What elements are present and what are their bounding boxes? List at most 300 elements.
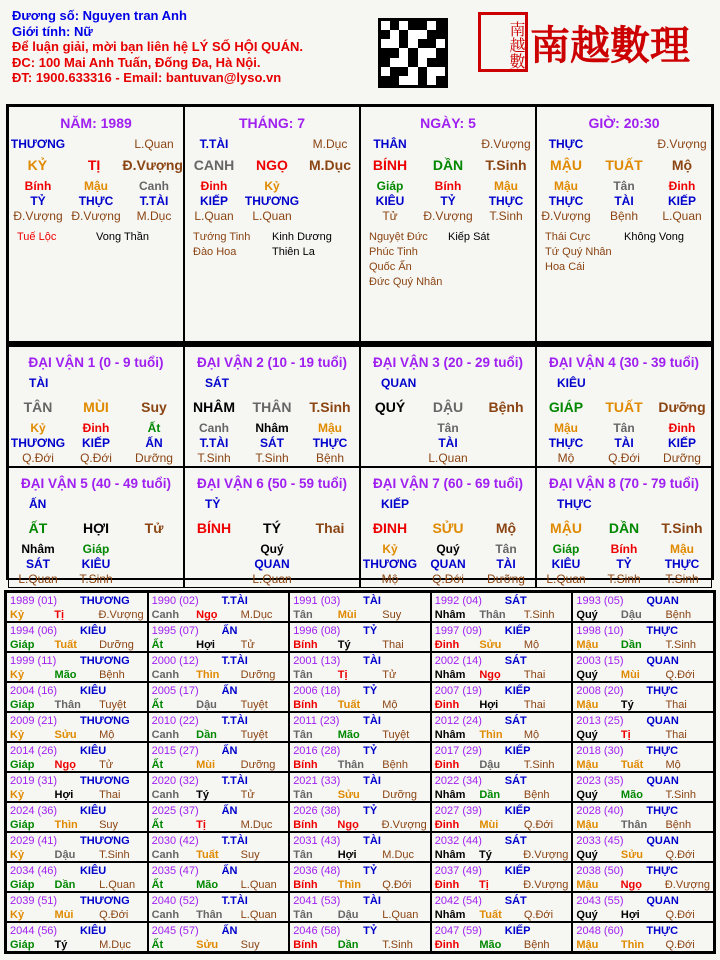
year-cell	[289, 622, 431, 652]
dai-van-6	[184, 467, 360, 588]
year-stem: Nhâm	[434, 789, 466, 801]
hidden-state: Đ.Vượng	[541, 209, 591, 223]
hidden-stem: Giáp	[82, 542, 110, 556]
year-label: 2005 (17)	[151, 685, 199, 697]
year-state: Q.Đới	[382, 879, 412, 891]
dai-van-grid	[6, 344, 714, 586]
hidden-stem	[301, 179, 359, 194]
year-state: Tử	[382, 669, 397, 681]
hidden-state: Q.Đới	[80, 451, 112, 465]
year-god: ẤN	[221, 625, 238, 637]
year-cell	[431, 652, 573, 682]
year-cell	[6, 772, 148, 802]
year-state: Đ.Vượng	[381, 819, 427, 831]
hidden-god: THỰC	[664, 557, 700, 571]
year-label: 1990 (02)	[151, 595, 199, 607]
year-state: Bệnh	[99, 669, 125, 681]
year-label: 2029 (41)	[10, 835, 58, 847]
year-label: 2012 (24)	[434, 715, 482, 727]
year-state: Đ.Vượng	[523, 849, 569, 861]
year-god: TÀI	[363, 835, 381, 847]
year-god: KIẾP	[504, 625, 531, 637]
hidden-god: QUAN	[254, 557, 290, 571]
hidden-stem: Tân	[613, 179, 635, 193]
star: Vong Thần	[96, 231, 150, 243]
dai-van-state: Bệnh	[488, 399, 524, 415]
year-stem: Nhâm	[434, 609, 466, 621]
hidden-stem: Mậu	[670, 542, 694, 556]
year-state: L.Quan	[240, 909, 277, 921]
year-cell	[431, 622, 573, 652]
year-god: THƯƠNG	[79, 595, 130, 607]
hidden-state: T.Sinh	[255, 451, 289, 465]
year-stem: Mậu	[576, 939, 599, 951]
year-label: 2019 (31)	[10, 775, 58, 787]
year-branch: Mùi	[620, 669, 640, 681]
hidden-god	[361, 436, 419, 451]
year-stem: Giáp	[10, 939, 35, 951]
year-god: THỰC	[646, 685, 679, 697]
year-god: T.TÀI	[221, 775, 248, 787]
dai-van-1	[8, 346, 184, 467]
dai-van-8	[536, 467, 712, 588]
year-god: THỰC	[646, 625, 679, 637]
pillar-title: NĂM: 1989	[60, 115, 132, 131]
hidden-state: Q.Đới	[22, 451, 54, 465]
header-info	[12, 8, 303, 86]
year-branch: Thân	[620, 819, 648, 831]
year-state: Dưỡng	[240, 669, 276, 681]
year-stem: Giáp	[10, 819, 35, 831]
hidden-god: THỰC	[312, 436, 348, 450]
star: Tướng Tinh	[193, 231, 251, 243]
pillar-branch: DẦN	[432, 157, 464, 173]
year-god: SÁT	[504, 655, 527, 667]
year-god: TỶ	[363, 745, 378, 757]
year-cell	[148, 772, 290, 802]
year-cell	[6, 712, 148, 742]
year-branch: Tị	[479, 879, 489, 891]
year-cell	[572, 862, 714, 892]
star: Hoa Cái	[545, 261, 585, 273]
year-cell	[289, 772, 431, 802]
dai-van-branch: THÂN	[252, 399, 292, 415]
hidden-stem: Đinh	[200, 179, 228, 193]
year-label: 2008 (20)	[576, 685, 624, 697]
year-branch: Mùi	[337, 609, 357, 621]
year-stem: Giáp	[10, 699, 35, 711]
year-branch: Tị	[54, 609, 64, 621]
year-branch: Ngọ	[479, 669, 501, 681]
star	[624, 245, 703, 260]
dai-van-branch: TÝ	[263, 520, 281, 536]
hidden-stem: Giáp	[376, 179, 404, 193]
year-state: Suy	[240, 939, 260, 951]
hidden-stem: Bính	[610, 542, 638, 556]
dai-van-branch: SỬU	[432, 520, 464, 536]
pillar-state: M.Dục	[312, 137, 348, 151]
year-branch: Dần	[620, 639, 642, 651]
year-state: Bệnh	[665, 609, 692, 621]
year-label: 2024 (36)	[10, 805, 58, 817]
dai-van-title: ĐẠI VẬN 7 (60 - 69 tuổi)	[372, 476, 524, 491]
year-label: 2014 (26)	[10, 745, 58, 757]
year-branch: Mão	[337, 729, 360, 741]
year-stem: Tân	[293, 609, 313, 621]
hidden-state: Q.Đới	[432, 572, 464, 586]
year-state: T.Sinh	[99, 849, 130, 861]
year-stem: Bính	[293, 939, 318, 951]
hidden-god: TỶ	[440, 194, 456, 208]
hidden-state: M.Dục	[136, 209, 172, 223]
year-stem: Mậu	[576, 639, 599, 651]
year-cell	[572, 772, 714, 802]
year-label: 2028 (40)	[576, 805, 624, 817]
year-label: 2037 (49)	[434, 865, 482, 877]
year-label: 2025 (37)	[151, 805, 199, 817]
year-branch: Dậu	[337, 909, 359, 921]
dai-van-god: TỶ	[205, 497, 221, 511]
hidden-state: T.Sinh	[607, 572, 641, 586]
dai-van-god: TÀI	[29, 376, 49, 390]
year-stem: Ất	[151, 639, 164, 651]
year-stem: Đinh	[434, 639, 460, 651]
year-state: Mộ	[523, 639, 540, 651]
year-stem: Đinh	[434, 699, 460, 711]
year-cell	[6, 592, 148, 622]
year-label: 2038 (50)	[576, 865, 624, 877]
year-stem: Canh	[151, 669, 180, 681]
year-label: 2034 (46)	[10, 865, 58, 877]
year-cell	[148, 712, 290, 742]
hidden-state: Bệnh	[609, 209, 639, 223]
year-branch: Tuất	[54, 639, 77, 651]
hidden-stem: Mậu	[554, 179, 578, 193]
hidden-stem: Mậu	[318, 421, 342, 435]
year-god: T.TÀI	[221, 895, 248, 907]
pillar-blank	[243, 137, 301, 152]
year-cell	[289, 592, 431, 622]
year-stem: Quý	[576, 729, 598, 741]
star: Đức Quý Nhân	[369, 276, 443, 288]
year-god: TÀI	[363, 655, 381, 667]
address: ĐC: 100 Mai Anh Tuấn, Đống Đa, Hà Nội.	[12, 54, 261, 70]
year-label: 2001 (13)	[293, 655, 341, 667]
year-state: T.Sinh	[665, 639, 697, 651]
year-label: 2027 (39)	[434, 805, 482, 817]
pillar-branch-state: T.Sinh	[485, 157, 527, 173]
year-god: QUAN	[646, 895, 679, 907]
hidden-god: THƯƠNG	[10, 436, 66, 450]
year-god: KIẾP	[504, 865, 531, 877]
year-state: Q.Đới	[523, 819, 554, 831]
star: Thái Cực	[545, 231, 591, 243]
year-branch: Thân	[479, 609, 506, 621]
year-stem: Kỷ	[10, 849, 25, 861]
dai-van-god: QUAN	[381, 376, 417, 390]
year-branch: Tuất	[196, 849, 219, 861]
year-label: 1999 (11)	[10, 655, 57, 667]
year-branch: Dậu	[620, 609, 642, 621]
year-stem: Bính	[293, 819, 318, 831]
year-branch: Sửu	[479, 639, 502, 651]
year-state: T.Sinh	[665, 789, 697, 801]
year-label: 2045 (57)	[151, 925, 199, 937]
year-state: M.Dục	[99, 939, 131, 951]
year-label: 2007 (19)	[434, 685, 482, 697]
year-state: Tử	[240, 789, 255, 801]
year-stem: Nhâm	[434, 669, 466, 681]
dai-van-stem: ẤT	[28, 520, 48, 536]
hidden-god	[477, 436, 535, 451]
year-cell	[289, 652, 431, 682]
year-label: 1994 (06)	[10, 625, 58, 637]
year-cell	[6, 892, 148, 922]
year-god: THƯƠNG	[79, 775, 130, 787]
year-branch: Tý	[54, 939, 68, 951]
dai-van-title: ĐẠI VẬN 3 (20 - 29 tuổi)	[372, 355, 524, 370]
hidden-state	[125, 572, 183, 587]
pillar-1	[184, 106, 360, 342]
dai-van-state: Mộ	[495, 520, 517, 536]
year-label: 2030 (42)	[151, 835, 199, 847]
year-state: Q.Đới	[665, 849, 695, 861]
year-state: Suy	[99, 819, 119, 831]
hidden-god: THỰC	[548, 436, 584, 450]
year-state: Thai	[523, 699, 546, 711]
year-state: Tuyệt	[240, 699, 268, 711]
year-cell	[572, 622, 714, 652]
pillar-branch: TUẤT	[605, 157, 643, 173]
year-stem: Mậu	[576, 759, 599, 771]
year-label: 2011 (23)	[293, 715, 340, 727]
hidden-god: KIẾP	[199, 194, 228, 208]
hidden-stem: Nhâm	[255, 421, 289, 435]
hidden-state	[301, 209, 359, 224]
year-stem: Đinh	[434, 759, 460, 771]
year-cell	[431, 712, 573, 742]
year-branch: Tý	[196, 789, 209, 801]
year-label: 2000 (12)	[151, 655, 199, 667]
dai-van-stem: GIÁP	[548, 399, 584, 415]
year-branch: Thìn	[54, 819, 78, 831]
year-stem: Đinh	[434, 879, 460, 891]
year-god: T.TÀI	[221, 595, 248, 607]
hidden-god: THỰC	[78, 194, 114, 208]
dai-van-title: ĐẠI VẬN 2 (10 - 19 tuổi)	[196, 355, 348, 370]
year-cell	[6, 652, 148, 682]
year-cell	[572, 712, 714, 742]
hidden-state: Bệnh	[315, 451, 345, 465]
year-branch: Mùi	[54, 909, 74, 921]
year-label: 2031 (43)	[293, 835, 341, 847]
hidden-god: THỰC	[488, 194, 524, 208]
star	[448, 260, 527, 275]
year-label: 1997 (09)	[434, 625, 482, 637]
hidden-stem	[477, 421, 535, 436]
pillar-blank	[67, 137, 125, 152]
star: Nguyệt Đức	[369, 231, 428, 243]
year-label: 2041 (53)	[293, 895, 341, 907]
year-branch: Hợi	[479, 699, 499, 711]
hidden-state: L.Quan	[252, 209, 292, 223]
dai-van-7	[360, 467, 536, 588]
year-branch: Tị	[196, 819, 206, 831]
hidden-stem: Mậu	[494, 179, 518, 193]
year-state: Đ.Vượng	[664, 879, 710, 891]
year-label: 2040 (52)	[151, 895, 199, 907]
year-stem: Giáp	[10, 759, 35, 771]
year-god: SÁT	[504, 835, 527, 847]
year-state: Mộ	[665, 759, 681, 771]
annual-luck-grid	[4, 590, 716, 954]
year-branch: Mùi	[196, 759, 216, 771]
year-cell	[431, 682, 573, 712]
year-state: Tử	[99, 759, 114, 771]
dai-van-3	[360, 346, 536, 467]
hidden-stem: Canh	[139, 179, 169, 193]
hidden-stem	[125, 542, 183, 557]
year-god: KIÊU	[79, 865, 107, 877]
year-branch: Tị	[620, 729, 631, 741]
year-state: T.Sinh	[382, 939, 413, 951]
year-god: KIẾP	[504, 805, 531, 817]
hidden-god	[125, 557, 183, 572]
hidden-stem: Đinh	[668, 421, 696, 435]
year-branch: Sửu	[196, 939, 219, 951]
year-god: ẤN	[221, 865, 238, 877]
year-label: 2042 (54)	[434, 895, 482, 907]
year-state: Bệnh	[665, 819, 692, 831]
dai-van-branch: MÙI	[83, 399, 109, 415]
phone-email: ĐT: 1900.633316 - Email: bantuvan@lyso.vn	[12, 70, 282, 85]
star: Tuế Lộc	[17, 231, 57, 243]
year-god: SÁT	[504, 775, 527, 787]
year-branch: Dần	[54, 879, 76, 891]
year-cell	[6, 622, 148, 652]
year-state: Thai	[382, 639, 404, 651]
year-state: M.Dục	[382, 849, 415, 861]
year-label: 2018 (30)	[576, 745, 624, 757]
star: Quốc Ấn	[369, 261, 412, 273]
year-label: 1989 (01)	[10, 595, 58, 607]
year-stem: Ất	[151, 939, 164, 951]
hidden-god: KIẾP	[667, 436, 696, 450]
hidden-state	[477, 451, 535, 466]
year-stem: Mậu	[576, 819, 599, 831]
year-god: TÀI	[363, 715, 381, 727]
year-label: 2002 (14)	[434, 655, 482, 667]
hidden-stem: Kỷ	[264, 179, 280, 193]
year-god: THỰC	[646, 745, 679, 757]
hidden-god: TÀI	[438, 436, 458, 450]
year-branch: Thân	[54, 699, 81, 711]
year-god: TỶ	[363, 685, 378, 697]
pillar-0	[8, 106, 184, 342]
year-stem: Quý	[576, 789, 598, 801]
hidden-state: L.Quan	[546, 572, 586, 586]
star: Đào Hoa	[193, 246, 237, 258]
owner-name: Đương số: Nguyen tran Anh	[12, 8, 187, 23]
pillar-stem-god: THÂN	[373, 137, 407, 151]
year-label: 2026 (38)	[293, 805, 341, 817]
year-cell	[148, 592, 290, 622]
year-state: T.Sinh	[523, 609, 555, 621]
year-god: KIẾP	[504, 745, 531, 757]
hidden-god: KIÊU	[81, 557, 111, 571]
year-branch: Tuất	[620, 759, 644, 771]
year-god: QUAN	[646, 775, 679, 787]
dai-van-stem: ĐINH	[372, 520, 408, 536]
year-label: 2004 (16)	[10, 685, 58, 697]
hidden-stem	[185, 542, 243, 557]
hidden-god	[301, 557, 359, 572]
year-cell	[289, 682, 431, 712]
year-state: Mộ	[99, 729, 115, 741]
dai-van-god: KIẾP	[381, 497, 410, 511]
pillar-branch-state: M.Dục	[309, 157, 351, 173]
qr-code-icon	[378, 18, 448, 88]
pillar-stem: CANH	[193, 157, 235, 173]
dai-van-4	[536, 346, 712, 467]
dai-van-state: T.Sinh	[309, 399, 351, 415]
year-god: QUAN	[646, 835, 679, 847]
pillar-title: GIỜ: 20:30	[588, 115, 660, 131]
dai-van-state: T.Sinh	[661, 520, 703, 536]
hidden-stem: Bính	[24, 179, 52, 193]
year-stem: Ất	[151, 819, 164, 831]
year-label: 2043 (55)	[576, 895, 624, 907]
pillar-title: NGÀY: 5	[420, 115, 476, 131]
year-god: ẤN	[221, 745, 238, 757]
year-god: THƯƠNG	[79, 715, 130, 727]
pillar-state: Đ.Vượng	[481, 137, 531, 151]
year-state: Q.Đới	[665, 909, 695, 921]
year-god: KIẾP	[504, 925, 531, 937]
year-cell	[572, 922, 714, 952]
hidden-state: Dưỡng	[487, 572, 525, 586]
year-label: 2022 (34)	[434, 775, 482, 787]
year-cell	[289, 892, 431, 922]
dai-van-stem: BÍNH	[196, 520, 232, 536]
dai-van-branch: HỢI	[83, 520, 109, 536]
year-state: T.Sinh	[523, 759, 555, 771]
year-state: Bệnh	[523, 939, 550, 951]
year-god: KIÊU	[79, 805, 107, 817]
hidden-god: THƯƠNG	[362, 557, 418, 571]
year-state: Q.Đới	[99, 909, 129, 921]
year-god: TỶ	[363, 865, 378, 877]
year-stem: Giáp	[10, 639, 35, 651]
year-state: M.Dục	[240, 609, 273, 621]
year-stem: Đinh	[434, 939, 460, 951]
year-cell	[6, 832, 148, 862]
year-branch: Dậu	[196, 699, 217, 711]
hidden-stem: Tân	[613, 421, 635, 435]
star: Phúc Tinh	[369, 246, 418, 258]
year-branch: Hợi	[337, 849, 357, 861]
year-cell	[431, 892, 573, 922]
contact-note: Để luận giải, mời bạn liên hệ LÝ SỐ HỘI QUÁN.	[12, 39, 303, 54]
year-state: Tuyệt	[240, 729, 268, 741]
year-stem: Kỷ	[10, 729, 25, 741]
hidden-god: TỶ	[616, 557, 632, 571]
pillar-state: Đ.Vượng	[657, 137, 707, 151]
year-god: THƯƠNG	[79, 835, 130, 847]
logo: 南越數理	[530, 22, 690, 69]
year-label: 2010 (22)	[151, 715, 199, 727]
year-branch: Ngọ	[337, 819, 359, 831]
